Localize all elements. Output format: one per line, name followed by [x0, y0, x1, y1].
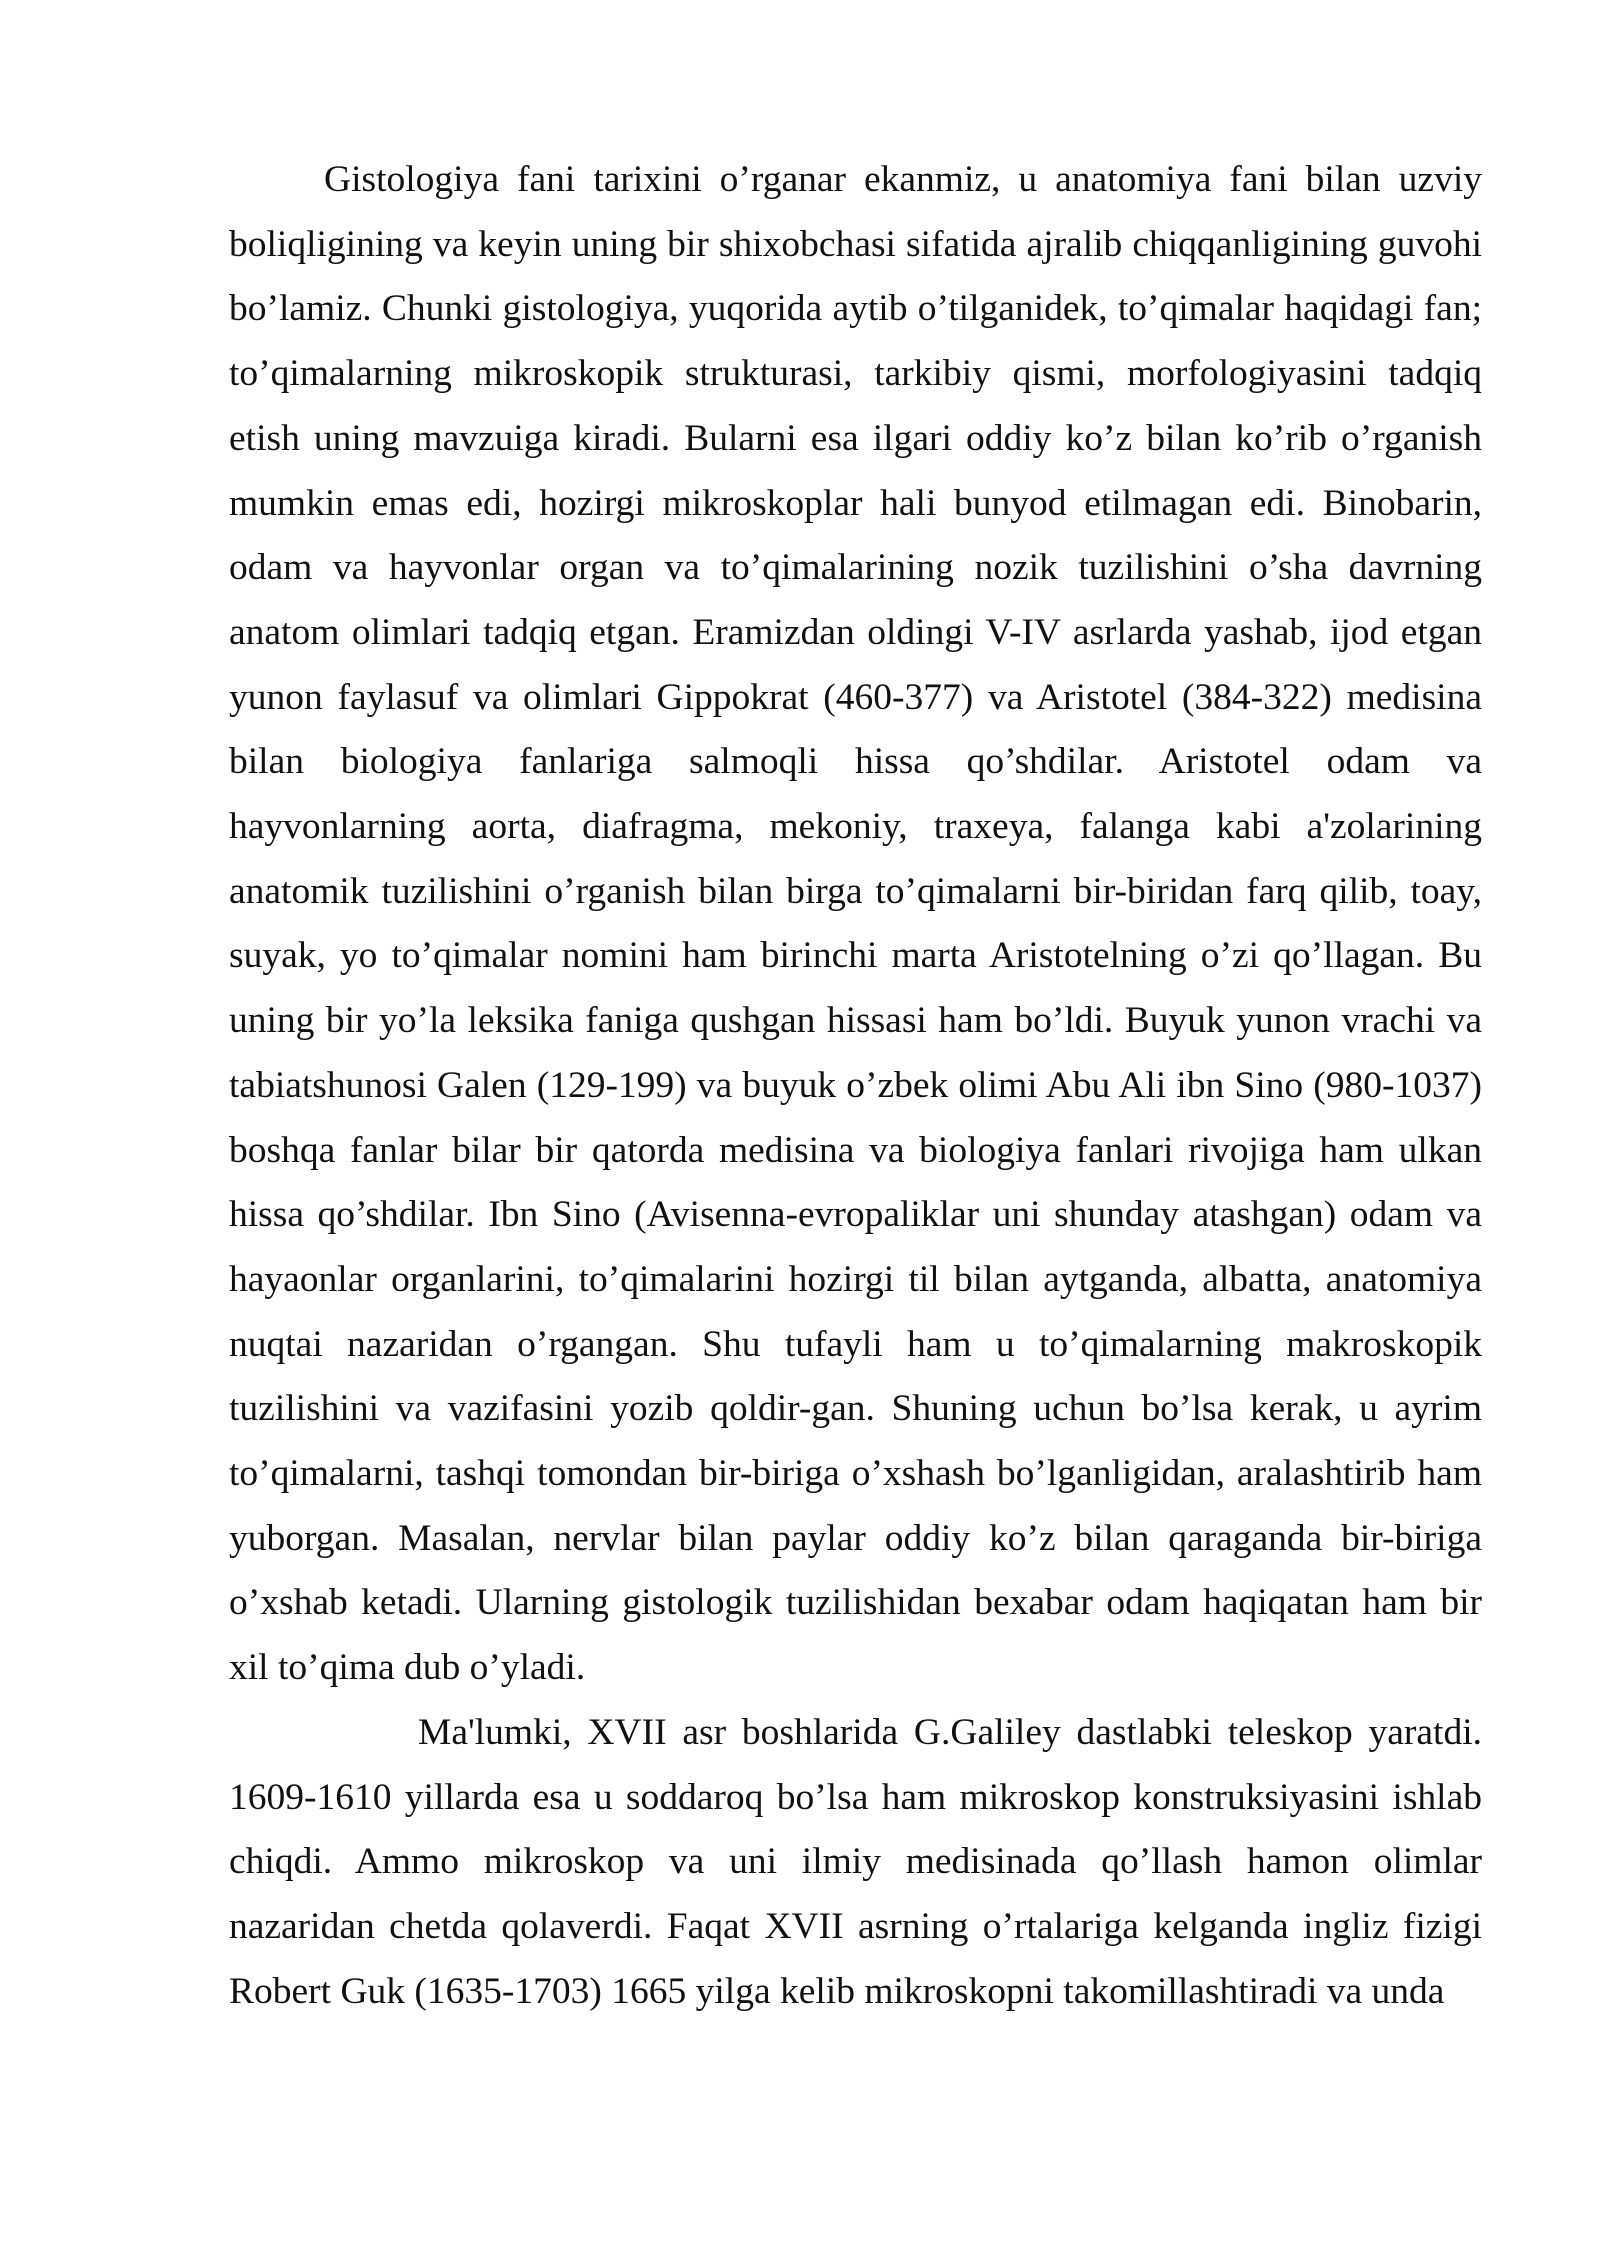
- paragraph: Gistologiya fani tarixini o’rganar ekanmiz, u anatomiya fani bilan uzviy boliqligining va keyin uning bir shixobchasi sifatida ajralib chiqqanligining guvohi bo’lamiz. Chunki gistologiya, yuqorida aytib o’tilganidek, to’qimalar haqidagi fan; to’qimalarning mikroskopik strukturasi, tarkibiy qismi, morfologiyasini tadqiq etish uning mavzuiga kiradi. Bularni esa ilgari oddiy ko’z bilan ko’rib o’rganish mumkin emas edi, hozirgi mikroskoplar hali bunyod etilmagan edi. Binobarin, odam va hayvonlar organ va to’qimalarining nozik tuzilishini o’sha davrning anatom olimlari tadqiq etgan. Eramizdan oldingi V-IV asrlarda yashab, ijod etgan yunon faylasuf va olimlari Gippokrat (460-377) va Aristotel (384-322) medisina bilan biologiya fanlariga salmoqli hissa qo’shdilar. Aristotel odam va hayvonlarning aorta, diafragma, mekoniy, traxeya, falanga kabi a'zolarining anatomik tuzilishini o’rganish bilan birga to’qimalarni bir-biridan farq qilib, toay, suyak, yo to’qimalar nomini ham birinchi marta Aristotelning o’zi qo’llagan. Bu uning bir yo’la leksika faniga qushgan hissasi ham bo’ldi. Buyuk yunon vrachi va tabiatshunosi Galen (129-199) va buyuk o’zbek olimi Abu Ali ibn Sino (980-1037) boshqa fanlar bilar bir qatorda medisina va biologiya fanlari rivojiga ham ulkan hissa qo’shdilar. Ibn Sino (Avisenna-evropaliklar uni shunday atashgan) odam va hayaonlar organlarini, to’qimalarini hozirgi til bilan aytganda, albatta, anatomiya nuqtai nazaridan o’rgangan. Shu tufayli ham u to’qimalarning makroskopik tuzilishini va vazifasini yozib qoldir-gan. Shuning uchun bo’lsa kerak, u ayrim to’qimalarni, tashqi tomondan bir-biriga o’xshash bo’lganligidan, aralashtirib ham yuborgan. Masalan, nervlar bilan paylar oddiy ko’z bilan qaraganda bir-biriga o’xshab ketadi. Ularning gistologik tuzilishidan bexabar odam haqiqatan ham bir xil to’qima dub o’yladi.: [229, 159, 1482, 1689]
- paragraph: Ma'lumki, XVII asr boshlarida G.Galiley dastlabki teleskop yaratdi. 1609-1610 yillarda esa u soddaroq bo’lsa ham mikroskop konstruksiyasini ishlab chiqdi. Ammo mikroskop va uni ilmiy medisinada qo’llash hamon olimlar nazaridan chetda qolaverdi. Faqat XVII asrning o’rtalariga kelganda ingliz fizigi Robert Guk (1635-1703) 1665 yilga kelib mikroskopni takomillashtiradi va unda: [229, 1711, 1482, 2012]
- body-text: [229, 148, 1482, 2024]
